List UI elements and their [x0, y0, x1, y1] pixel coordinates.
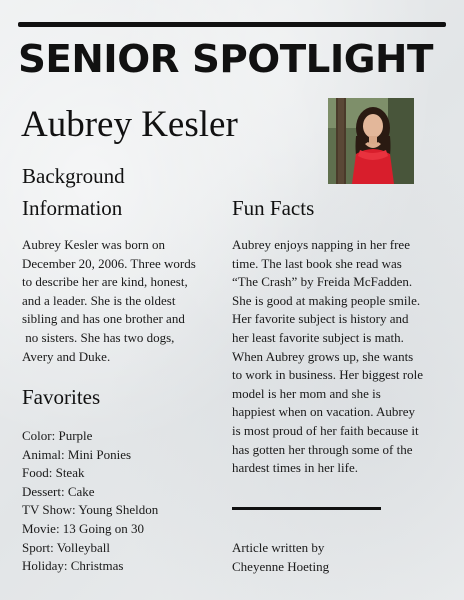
fun-facts-line: hardest times in her life.: [232, 460, 358, 476]
background-line: Aubrey Kesler was born on: [22, 237, 165, 252]
fun-facts-line: model is her mom and she is: [232, 385, 381, 401]
fun-facts-line: to work in business. Her biggest role: [232, 367, 424, 383]
background-paragraph: [22, 236, 227, 366]
fun-facts-line: Aubrey enjoys napping in her free: [232, 237, 410, 252]
favorite-item: Animal: Mini Ponies: [22, 446, 132, 462]
background-line: Avery and Duke.: [22, 348, 111, 364]
background-line: and a leader. She is the oldest: [22, 292, 176, 308]
fun-facts-line: When Aubrey grows up, she wants: [232, 348, 414, 364]
fun-facts-heading: Fun Facts: [232, 196, 315, 220]
fun-facts-paragraph: [232, 236, 454, 478]
fun-facts-line: Her favorite subject is history and: [232, 311, 409, 327]
byline-line1: Article written by: [232, 540, 325, 555]
fun-facts-line: She is good at making people smile.: [232, 292, 421, 308]
fun-facts-line: time. The last book she read was: [232, 255, 402, 271]
favorites-list: [22, 427, 222, 576]
masthead-title: SENIOR SPOTLIGHT: [18, 37, 433, 81]
favorite-item: Movie: 13 Going on 30: [22, 520, 145, 536]
fun-facts-line: has gotten her through some of the: [232, 441, 413, 457]
favorite-item: Dessert: Cake: [22, 483, 95, 499]
background-heading-line2: Information: [22, 196, 123, 220]
fun-facts-line: happiest when on vacation. Aubrey: [232, 404, 416, 420]
fun-facts-line: “The Crash” by Freida McFadden.: [232, 274, 413, 290]
favorite-item: Food: Steak: [22, 465, 85, 481]
background-line: sibling and has one brother and: [22, 311, 185, 327]
byline: [232, 539, 432, 576]
student-name: Aubrey Kesler: [21, 104, 238, 145]
fun-facts-line: is most proud of her faith because it: [232, 422, 419, 438]
byline-divider: [232, 507, 381, 510]
student-photo: [328, 98, 414, 184]
byline-author: Cheyenne Hoeting: [232, 558, 330, 574]
favorite-item: Sport: Volleyball: [22, 539, 110, 555]
favorites-heading: Favorites: [22, 385, 101, 409]
background-line: no sisters. She has two dogs,: [22, 329, 175, 345]
fun-facts-line: her least favorite subject is math.: [232, 329, 404, 345]
top-rule: [18, 22, 446, 27]
background-heading-line1: Background: [22, 164, 125, 188]
favorite-item: Holiday: Christmas: [22, 558, 124, 574]
background-line: December 20, 2006. Three words: [22, 255, 196, 271]
background-line: to describe her are kind, honest,: [22, 274, 188, 290]
favorite-item: Color: Purple: [22, 428, 93, 443]
favorite-item: TV Show: Young Sheldon: [22, 502, 159, 518]
